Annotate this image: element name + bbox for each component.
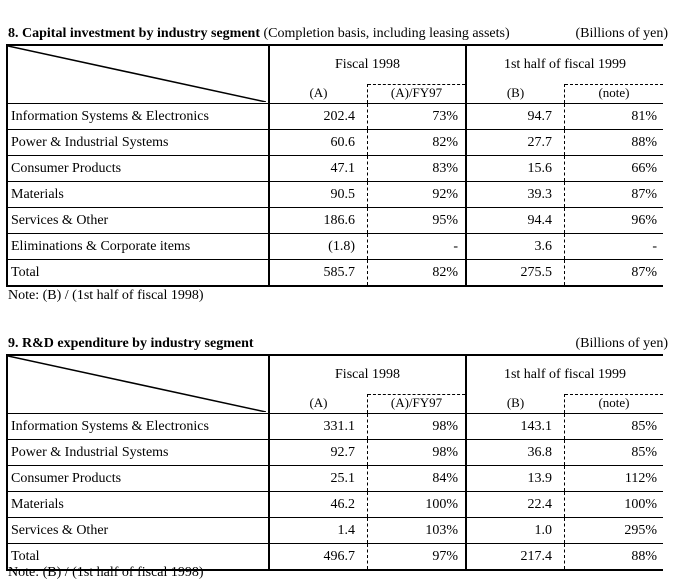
table-row — [7, 104, 663, 130]
capital-investment-table — [6, 44, 663, 287]
diagonal-line — [8, 46, 266, 102]
ratio-a-fy97: 95% — [368, 208, 467, 234]
table-row — [7, 414, 663, 440]
segment-label: Total — [7, 260, 269, 287]
corner-diagonal-cell — [7, 45, 269, 104]
value-b: 39.3 — [466, 182, 565, 208]
fiscal-1998-group-header — [269, 355, 466, 395]
value-b: 27.7 — [466, 130, 565, 156]
fiscal-1998-label: Fiscal 1998 — [335, 57, 400, 72]
ratio-a-fy97: 92% — [368, 182, 467, 208]
ratio-note: 66% — [565, 156, 664, 182]
section-header — [6, 26, 672, 44]
segment-label: Consumer Products — [7, 466, 269, 492]
col-b-header: (B) — [466, 85, 565, 104]
ratio-a-fy97: 82% — [368, 130, 467, 156]
ratio-note: 85% — [565, 440, 664, 466]
value-a: (1.8) — [269, 234, 368, 260]
ratio-a-fy97: 83% — [368, 156, 467, 182]
table-row — [7, 440, 663, 466]
half-1999-group-header — [466, 45, 663, 85]
segment-label: Information Systems & Electronics — [7, 414, 269, 440]
value-b: 143.1 — [466, 414, 565, 440]
value-b: 3.6 — [466, 234, 565, 260]
segment-label: Consumer Products — [7, 156, 269, 182]
ratio-a-fy97: 98% — [368, 414, 467, 440]
value-a: 46.2 — [269, 492, 368, 518]
segment-label: Materials — [7, 182, 269, 208]
col-a-header: (A) — [269, 395, 368, 414]
corner-diagonal-cell — [7, 355, 269, 414]
table-row — [7, 518, 663, 544]
fiscal-1998-group-header — [269, 45, 466, 85]
ratio-a-fy97: 97% — [368, 544, 467, 571]
value-b: 275.5 — [466, 260, 565, 287]
value-a: 585.7 — [269, 260, 368, 287]
segment-label: Information Systems & Electronics — [7, 104, 269, 130]
value-a: 25.1 — [269, 466, 368, 492]
segment-label: Power & Industrial Systems — [7, 440, 269, 466]
half-1999-label: 1st half of fiscal 1999 — [503, 57, 627, 72]
ratio-a-fy97: 84% — [368, 466, 467, 492]
value-b: 94.7 — [466, 104, 565, 130]
rd-expenditure-table — [6, 354, 663, 571]
value-b: 13.9 — [466, 466, 565, 492]
half-1999-group-header — [466, 355, 663, 395]
ratio-a-fy97: 73% — [368, 104, 467, 130]
table-row — [7, 208, 663, 234]
value-b: 15.6 — [466, 156, 565, 182]
value-a: 202.4 — [269, 104, 368, 130]
ratio-note: 295% — [565, 518, 664, 544]
table-row — [7, 492, 663, 518]
ratio-note: 87% — [565, 182, 664, 208]
ratio-note: 85% — [565, 414, 664, 440]
diagonal-line — [8, 356, 266, 412]
table-row — [7, 130, 663, 156]
segment-label: Materials — [7, 492, 269, 518]
table-body — [7, 414, 663, 571]
value-a: 47.1 — [269, 156, 368, 182]
table-row — [7, 182, 663, 208]
segment-label: Eliminations & Corporate items — [7, 234, 269, 260]
segment-label: Services & Other — [7, 518, 269, 544]
value-a: 186.6 — [269, 208, 368, 234]
col-b-header: (B) — [466, 395, 565, 414]
value-a: 1.4 — [269, 518, 368, 544]
segment-label: Power & Industrial Systems — [7, 130, 269, 156]
capital-investment-section — [6, 26, 672, 303]
ratio-note: 88% — [565, 544, 664, 571]
ratio-a-fy97: 82% — [368, 260, 467, 287]
ratio-note: - — [565, 234, 664, 260]
value-b: 22.4 — [466, 492, 565, 518]
section-title-bold: 8. Capital investment by industry segment — [8, 26, 261, 41]
value-a: 60.6 — [269, 130, 368, 156]
col-a-header: (A) — [269, 85, 368, 104]
section-title-rest: (Completion basis, including leasing assets) — [260, 26, 510, 41]
section-title-bold: 9. R&D expenditure by industry segment — [8, 336, 254, 351]
ratio-note: 81% — [565, 104, 664, 130]
col-a-fy97-header: (A)/FY97 — [368, 395, 467, 414]
col-a-fy97-header: (A)/FY97 — [368, 85, 467, 104]
half-1999-label: 1st half of fiscal 1999 — [503, 367, 627, 382]
footnote: Note: (B) / (1st half of fiscal 1998) — [8, 288, 204, 303]
col-note-header: (note) — [565, 395, 664, 414]
table-row — [7, 466, 663, 492]
section-title — [8, 26, 510, 42]
ratio-note: 88% — [565, 130, 664, 156]
rd-expenditure-section — [6, 336, 672, 580]
value-a: 92.7 — [269, 440, 368, 466]
ratio-note: 100% — [565, 492, 664, 518]
ratio-note: 96% — [565, 208, 664, 234]
segment-label: Services & Other — [7, 208, 269, 234]
ratio-a-fy97: 98% — [368, 440, 467, 466]
fiscal-1998-label: Fiscal 1998 — [335, 367, 400, 382]
ratio-note: 87% — [565, 260, 664, 287]
ratio-a-fy97: 100% — [368, 492, 467, 518]
value-b: 217.4 — [466, 544, 565, 571]
unit-label: (Billions of yen) — [575, 336, 668, 351]
value-a: 90.5 — [269, 182, 368, 208]
value-b: 94.4 — [466, 208, 565, 234]
value-a: 331.1 — [269, 414, 368, 440]
table-body — [7, 104, 663, 287]
value-b: 1.0 — [466, 518, 565, 544]
section-title — [8, 336, 254, 352]
col-note-header: (note) — [565, 85, 664, 104]
segment-label: Total — [7, 544, 269, 571]
table-row — [7, 234, 663, 260]
table-row — [7, 260, 663, 287]
value-a: 496.7 — [269, 544, 368, 571]
ratio-a-fy97: 103% — [368, 518, 467, 544]
table-row — [7, 156, 663, 182]
value-b: 36.8 — [466, 440, 565, 466]
ratio-note: 112% — [565, 466, 664, 492]
ratio-a-fy97: - — [368, 234, 467, 260]
footnote: Note: (B) / (1st half of fiscal 1998) — [8, 565, 204, 580]
unit-label: (Billions of yen) — [575, 26, 668, 41]
section-header — [6, 336, 672, 354]
